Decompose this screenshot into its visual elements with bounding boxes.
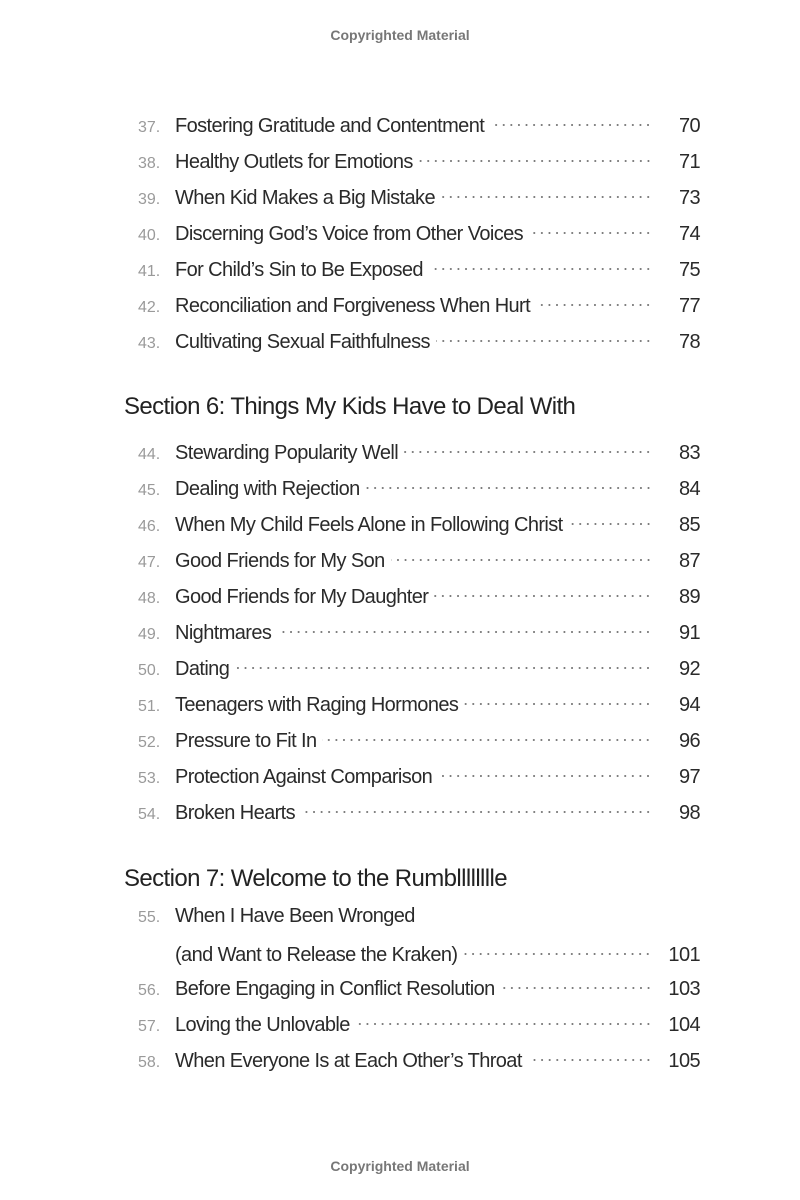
- entry-title: Healthy Outlets for Emotions: [175, 151, 413, 173]
- entry-page: 74: [678, 223, 700, 245]
- entry-page: 77: [678, 295, 700, 317]
- entry-page: 78: [678, 331, 700, 353]
- toc-entry[interactable]: [138, 905, 700, 965]
- toc-entry[interactable]: [138, 142, 700, 172]
- toc-entry[interactable]: [138, 106, 700, 136]
- entry-page: 75: [678, 259, 700, 281]
- entry-number: 37.: [138, 119, 161, 136]
- entry-title: Fostering Gratitude and Contentment: [175, 115, 485, 137]
- entry-number: 47.: [138, 554, 161, 571]
- dot-leader: [434, 577, 652, 603]
- entry-title: For Child’s Sin to Be Exposed: [175, 259, 423, 281]
- entry-page: 85: [678, 514, 700, 536]
- toc-entry[interactable]: [138, 250, 700, 280]
- toc-entry[interactable]: [138, 505, 700, 535]
- toc-entry[interactable]: [138, 721, 700, 751]
- toc-entry[interactable]: [138, 433, 700, 463]
- entry-title: When My Child Feels Alone in Following Christ: [175, 514, 563, 536]
- entry-title: Dating: [175, 658, 230, 680]
- toc-entry[interactable]: [138, 613, 700, 643]
- entry-title: Before Engaging in Conflict Resolution: [175, 978, 495, 1000]
- entry-title: Dealing with Rejection: [175, 478, 360, 500]
- entry-title-line2-row: [175, 935, 700, 967]
- entry-title-wrap: [175, 905, 700, 967]
- entry-page: 105: [668, 1050, 700, 1072]
- toc-entry[interactable]: [138, 1005, 700, 1035]
- entry-title: Teenagers with Raging Hormones: [175, 694, 459, 716]
- entry-number: 55.: [138, 909, 161, 926]
- entry-number: 53.: [138, 770, 161, 787]
- dot-leader: [235, 649, 652, 675]
- entry-title: When Kid Makes a Big Mistake: [175, 187, 435, 209]
- dot-leader: [301, 793, 652, 819]
- dot-leader: [529, 214, 652, 240]
- toc-entry[interactable]: [138, 649, 700, 679]
- section-heading: Section 6: Things My Kids Have to Deal With: [124, 393, 576, 420]
- entry-page: 70: [678, 115, 700, 137]
- entry-title: Reconciliation and Forgiveness When Hurt: [175, 295, 531, 317]
- entry-number: 42.: [138, 299, 161, 316]
- dot-leader: [438, 757, 652, 783]
- entry-page: 92: [678, 658, 700, 680]
- entry-page: 89: [678, 586, 700, 608]
- entry-title: Good Friends for My Daughter: [175, 586, 429, 608]
- entry-page: 97: [678, 766, 700, 788]
- dot-leader: [391, 541, 652, 567]
- entry-number: 48.: [138, 590, 161, 607]
- section-heading: Section 7: Welcome to the Rumblllllllle: [124, 865, 507, 892]
- entry-title: Discerning God’s Voice from Other Voices: [175, 223, 524, 245]
- entry-title: Broken Hearts: [175, 802, 296, 824]
- entry-page: 94: [678, 694, 700, 716]
- toc-entry[interactable]: [138, 541, 700, 571]
- entry-number: 54.: [138, 806, 161, 823]
- entry-number: 39.: [138, 191, 161, 208]
- dot-leader: [464, 685, 652, 711]
- entry-number: 49.: [138, 626, 161, 643]
- copyright-watermark-bottom: Copyrighted Material: [330, 1158, 470, 1174]
- dot-leader: [366, 469, 652, 495]
- entry-page: 104: [668, 1014, 700, 1036]
- dot-leader: [528, 1041, 652, 1067]
- dot-leader: [322, 721, 652, 747]
- entry-title: When I Have Been Wronged: [175, 905, 415, 927]
- entry-page: 103: [668, 978, 700, 1000]
- entry-page: 98: [678, 802, 700, 824]
- entry-title: Nightmares: [175, 622, 272, 644]
- entry-number: 38.: [138, 155, 161, 172]
- toc-entry[interactable]: [138, 757, 700, 787]
- dot-leader: [277, 613, 652, 639]
- entry-title: Pressure to Fit In: [175, 730, 317, 752]
- dot-leader: [490, 106, 652, 132]
- dot-leader: [536, 286, 652, 312]
- entry-page: 101: [668, 944, 700, 966]
- entry-page: 96: [678, 730, 700, 752]
- entry-number: 41.: [138, 263, 161, 280]
- toc-entry[interactable]: [138, 469, 700, 499]
- entry-number: 43.: [138, 335, 161, 352]
- copyright-watermark-top: Copyrighted Material: [330, 27, 470, 43]
- entry-number: 51.: [138, 698, 161, 715]
- toc-entry[interactable]: [138, 577, 700, 607]
- entry-title: Protection Against Comparison: [175, 766, 433, 788]
- entry-number: 58.: [138, 1054, 161, 1071]
- entry-number: 46.: [138, 518, 161, 535]
- toc-entry[interactable]: [138, 286, 700, 316]
- toc-entry[interactable]: [138, 969, 700, 999]
- toc-entry[interactable]: [138, 322, 700, 352]
- entry-title: When Everyone Is at Each Other’s Throat: [175, 1050, 522, 1072]
- entry-page: 84: [678, 478, 700, 500]
- dot-leader: [463, 935, 652, 961]
- dot-leader: [501, 969, 652, 995]
- entry-number: 57.: [138, 1018, 161, 1035]
- dot-leader: [569, 505, 652, 531]
- dot-leader: [404, 433, 652, 459]
- dot-leader: [441, 178, 652, 204]
- entry-number: 40.: [138, 227, 161, 244]
- entry-page: 87: [678, 550, 700, 572]
- dot-leader: [429, 250, 652, 276]
- entry-title-line2: (and Want to Release the Kraken): [175, 944, 458, 966]
- entry-page: 73: [678, 187, 700, 209]
- dot-leader: [356, 1005, 652, 1031]
- dot-leader: [419, 142, 652, 168]
- entry-number: 45.: [138, 482, 161, 499]
- entry-page: 71: [678, 151, 700, 173]
- entry-number: 52.: [138, 734, 161, 751]
- entry-page: 91: [678, 622, 700, 644]
- entry-number: 50.: [138, 662, 161, 679]
- toc-entry[interactable]: [138, 685, 700, 715]
- entry-number: 44.: [138, 446, 161, 463]
- toc-entry[interactable]: [138, 178, 700, 208]
- entry-page: 83: [678, 442, 700, 464]
- entry-number: 56.: [138, 982, 161, 999]
- toc-entry[interactable]: [138, 214, 700, 244]
- entry-title: Stewarding Popularity Well: [175, 442, 399, 464]
- toc-entry[interactable]: [138, 1041, 700, 1071]
- entry-title: Cultivating Sexual Faithfulness: [175, 331, 430, 353]
- entry-title: Good Friends for My Son: [175, 550, 385, 572]
- entry-title: Loving the Unlovable: [175, 1014, 350, 1036]
- toc-entry[interactable]: [138, 793, 700, 823]
- dot-leader: [436, 322, 652, 348]
